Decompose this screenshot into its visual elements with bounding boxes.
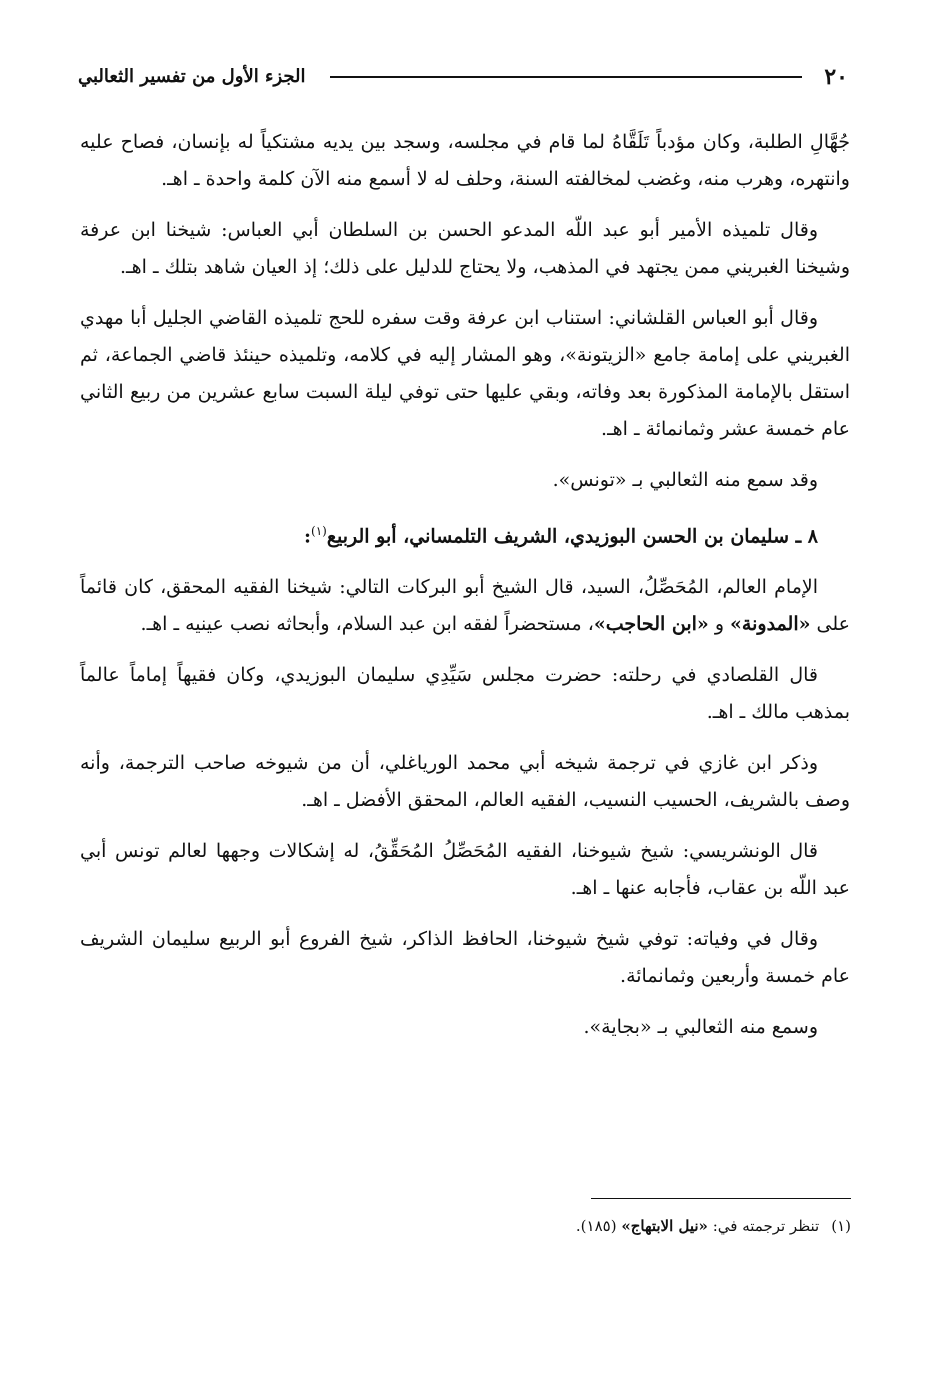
paragraph-1: جُهَّالِ الطلبة، وكان مؤدباً تَلَقَّاهُ لما قام في مجلسه، وسجد بين يديه مشتكياً له بإنسان، فصاح عليه وانتهره، وهرب منه، وغضب لمخالفته السنة، وحلف له لا أسمع منه الآن كلمة واحدة ـ اهـ. (80, 131, 850, 190)
footnote-1 (151, 1212, 851, 1240)
main-text (80, 124, 850, 1060)
paragraph-10: وسمع منه الثعالبي بـ «بجاية». (583, 1016, 818, 1039)
footnote-prefix: تنظر ترجمته في: (707, 1217, 820, 1235)
entry-heading-suffix: : (304, 525, 312, 548)
footnote-source-title: «نيل الابتهاج» (621, 1217, 708, 1235)
entry-heading-text: ٨ ـ سليمان بن الحسن البوزيدي، الشريف التلمساني، أبو الربيع (326, 525, 818, 548)
paragraph-5 (80, 569, 850, 643)
running-header (78, 62, 850, 98)
paragraph-5-start: الإمام العالم، المُحَصِّلُ، السيد، قال الشيخ أبو البركات التالي: شيخنا الفقيه المحقق، كان قائماً على (80, 576, 850, 636)
book-title-ibn-hajib: «ابن الحاجب» (593, 613, 709, 636)
paragraph-6: قال القلصادي في رحلته: حضرت مجلس سَيِّدِي سليمان البوزيدي، وكان فقيهاً إماماً عالماً بمذهب مالك ـ اهـ. (80, 664, 850, 724)
paragraph-4: وقد سمع منه الثعالبي بـ «تونس». (552, 469, 818, 491)
header-rule (330, 76, 802, 78)
entry-heading (80, 513, 850, 555)
conjunction: و (708, 613, 731, 636)
footnote-reference: (١) (311, 524, 327, 538)
paragraph-3: وقال أبو العباس القلشاني: استناب ابن عرفة وقت سفره للحج تلميذه القاضي الجليل أبا مهدي الغبريني على إمامة جامع «الزيتونة»، وهو المشار إليه في كلامه، وتلميذه حينئذ قاضي الجماعة، ثم استقل بالإمامة المذكورة بعد وفاته، وبقي عليها حتى توفي ليلة السبت سابع عشرين من ربيع الثاني عام خمسة عشر وثمانمائة ـ اهـ. (80, 307, 850, 440)
footnote-separator (591, 1198, 851, 1199)
header-title: الجزء الأول من تفسير الثعالبي (78, 66, 306, 87)
paragraph-8: قال الونشريسي: شيخ شيوخنا، الفقيه المُحَصِّلُ المُحَقِّقُ، له إشكالات وجهها لعالم تونس أبي عبد اللّه بن عقاب، فأجابه عنها ـ اهـ. (80, 840, 850, 900)
page-number: ٢٠ (824, 64, 848, 90)
footnote-marker: (١) (831, 1217, 851, 1235)
book-title-mudawwana: «المدونة» (730, 613, 811, 636)
paragraph-2: وقال تلميذه الأمير أبو عبد اللّه المدعو الحسن بن السلطان أبي العباس: شيخنا ابن عرفة وشيخنا الغبريني ممن يجتهد في المذهب، ولا يحتاج للدليل على ذلك؛ إذ العيان شاهد بتلك ـ اهـ. (80, 219, 850, 278)
paragraph-5-end: ، مستحضراً لفقه ابن عبد السلام، وأبحاثه نصب عينيه ـ اهـ. (140, 613, 594, 636)
paragraph-7: وذكر ابن غازي في ترجمة شيخه أبي محمد الورياغلي، أن من شيوخه صاحب الترجمة، وأنه وصف بالشريف، الحسيب النسيب، الفقيه العالم، المحقق الأفضل ـ اهـ. (80, 752, 850, 812)
paragraph-9: وقال في وفياته: توفي شيخ شيوخنا، الحافظ الذاكر، شيخ الفروع أبو الربيع سليمان الشريف عام خمسة وأربعين وثمانمائة. (80, 928, 850, 988)
footnote-suffix: (١٨٥). (575, 1217, 622, 1235)
